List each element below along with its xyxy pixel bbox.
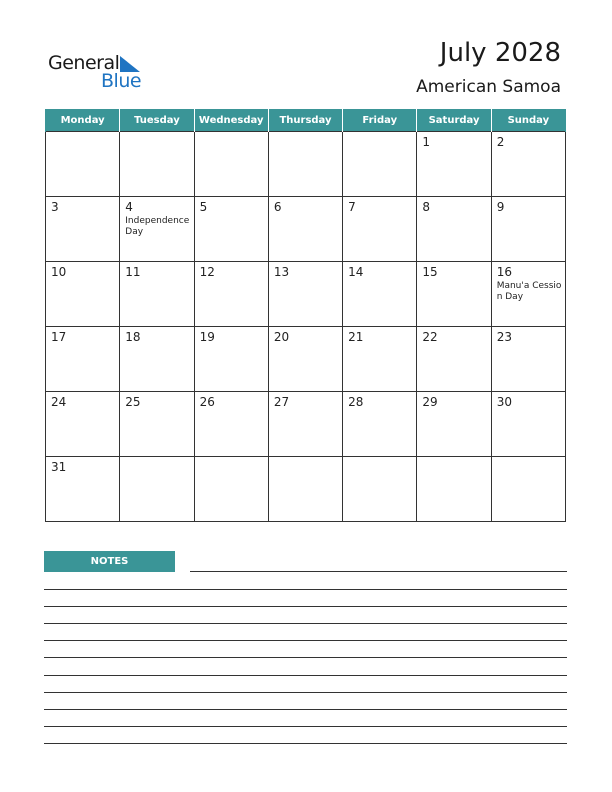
day-number xyxy=(120,457,193,460)
calendar-day-cell xyxy=(46,262,120,327)
day-number xyxy=(269,132,342,135)
calendar-day-cell xyxy=(46,392,120,457)
day-number: 28 xyxy=(348,395,364,409)
calendar-day-cell xyxy=(417,392,491,457)
calendar-day-cell xyxy=(194,262,268,327)
calendar-day-cell xyxy=(120,197,194,262)
day-number: 22 xyxy=(422,330,438,344)
calendar-day-cell xyxy=(491,262,565,327)
brand-logo xyxy=(48,52,158,92)
day-number: 13 xyxy=(273,265,290,279)
holiday-label: Independence Day xyxy=(125,216,190,237)
weekday-header: Friday xyxy=(343,109,417,132)
day-number xyxy=(343,132,416,135)
notes-rule-line xyxy=(44,657,567,658)
day-number: 9 xyxy=(496,200,505,214)
day-number xyxy=(195,457,268,460)
holiday-label: Manu'a Cession Day xyxy=(496,281,562,302)
calendar-day-cell xyxy=(120,262,194,327)
day-number: 6 xyxy=(273,200,282,214)
calendar-week-row xyxy=(46,327,566,392)
day-number: 20 xyxy=(273,330,290,344)
calendar-day-cell xyxy=(194,132,268,197)
weekday-header: Monday xyxy=(46,109,120,132)
calendar-day-cell xyxy=(120,457,194,522)
notes-rule-line xyxy=(44,726,567,727)
calendar-day-cell xyxy=(343,197,417,262)
day-number: 26 xyxy=(199,395,215,409)
calendar-day-cell xyxy=(491,392,565,457)
calendar-week-row xyxy=(46,262,566,327)
day-number: 8 xyxy=(422,200,431,214)
calendar-body xyxy=(46,132,566,522)
day-number: 23 xyxy=(496,330,512,344)
day-number: 19 xyxy=(199,330,215,344)
calendar-day-cell xyxy=(268,132,342,197)
calendar-day-cell xyxy=(268,392,342,457)
weekday-header: Thursday xyxy=(268,109,342,132)
day-number: 15 xyxy=(422,265,438,279)
notes-rule-line xyxy=(44,606,567,607)
calendar-day-cell xyxy=(417,327,491,392)
calendar-day-cell xyxy=(491,132,565,197)
calendar-day-cell xyxy=(46,132,120,197)
notes-rule-line xyxy=(44,675,567,676)
day-number: 10 xyxy=(51,265,67,279)
calendar-day-cell xyxy=(120,327,194,392)
calendar-week-row xyxy=(46,392,566,457)
day-number: 16 xyxy=(496,265,512,279)
calendar-title: July 2028 xyxy=(439,38,561,68)
day-number: 5 xyxy=(199,200,208,214)
notes-rule-line xyxy=(44,692,567,693)
calendar-day-cell xyxy=(417,262,491,327)
month-calendar xyxy=(45,109,566,522)
day-number: 17 xyxy=(51,330,67,344)
calendar-day-cell xyxy=(343,392,417,457)
calendar-day-cell xyxy=(343,457,417,522)
day-number: 25 xyxy=(125,395,141,409)
weekday-header: Wednesday xyxy=(194,109,268,132)
day-number: 2 xyxy=(496,135,505,149)
calendar-day-cell xyxy=(194,327,268,392)
calendar-day-cell xyxy=(491,457,565,522)
day-number: 30 xyxy=(496,395,512,409)
calendar-day-cell xyxy=(46,457,120,522)
calendar-day-cell xyxy=(46,197,120,262)
calendar-day-cell xyxy=(417,197,491,262)
notes-label: NOTES xyxy=(44,551,175,572)
logo-text-general: General xyxy=(48,52,120,74)
calendar-day-cell xyxy=(120,132,194,197)
day-number xyxy=(195,132,268,135)
calendar-week-row xyxy=(46,132,566,197)
logo-text-blue: Blue xyxy=(101,70,142,92)
notes-rule-line xyxy=(190,571,567,572)
weekday-header: Saturday xyxy=(417,109,491,132)
calendar-day-cell xyxy=(491,197,565,262)
calendar-day-cell xyxy=(417,457,491,522)
day-number xyxy=(269,457,342,460)
day-number: 12 xyxy=(199,265,215,279)
calendar-subtitle: American Samoa xyxy=(416,77,561,97)
day-number: 27 xyxy=(273,395,290,409)
notes-rule-line xyxy=(44,623,567,624)
day-number: 31 xyxy=(51,460,67,474)
day-number xyxy=(46,132,119,135)
weekday-header-row xyxy=(46,109,566,132)
notes-rule-line xyxy=(44,709,567,710)
calendar-day-cell xyxy=(46,327,120,392)
calendar-day-cell xyxy=(417,132,491,197)
notes-rule-line xyxy=(44,743,567,744)
calendar-day-cell xyxy=(491,327,565,392)
day-number: 21 xyxy=(348,330,364,344)
day-number: 29 xyxy=(422,395,438,409)
day-number: 7 xyxy=(348,200,356,214)
weekday-header: Tuesday xyxy=(120,109,194,132)
calendar-day-cell xyxy=(194,457,268,522)
notes-rule-line xyxy=(44,640,567,641)
calendar-week-row xyxy=(46,457,566,522)
calendar-day-cell xyxy=(343,262,417,327)
calendar-day-cell xyxy=(343,327,417,392)
calendar-day-cell xyxy=(120,392,194,457)
day-number: 24 xyxy=(51,395,67,409)
day-number: 1 xyxy=(422,135,431,149)
calendar-day-cell xyxy=(194,197,268,262)
calendar-day-cell xyxy=(268,457,342,522)
calendar-day-cell xyxy=(268,262,342,327)
day-number: 3 xyxy=(51,200,59,214)
notes-rule-line xyxy=(44,589,567,590)
calendar-day-cell xyxy=(268,327,342,392)
day-number xyxy=(120,132,193,135)
calendar-day-cell xyxy=(268,197,342,262)
calendar-week-row xyxy=(46,197,566,262)
weekday-header: Sunday xyxy=(491,109,565,132)
calendar-day-cell xyxy=(194,392,268,457)
calendar-day-cell xyxy=(343,132,417,197)
day-number xyxy=(343,457,416,460)
day-number: 18 xyxy=(125,330,141,344)
day-number: 14 xyxy=(348,265,364,279)
day-number xyxy=(492,457,565,460)
day-number: 4 xyxy=(125,200,133,214)
day-number xyxy=(417,457,490,460)
day-number: 11 xyxy=(125,265,141,279)
